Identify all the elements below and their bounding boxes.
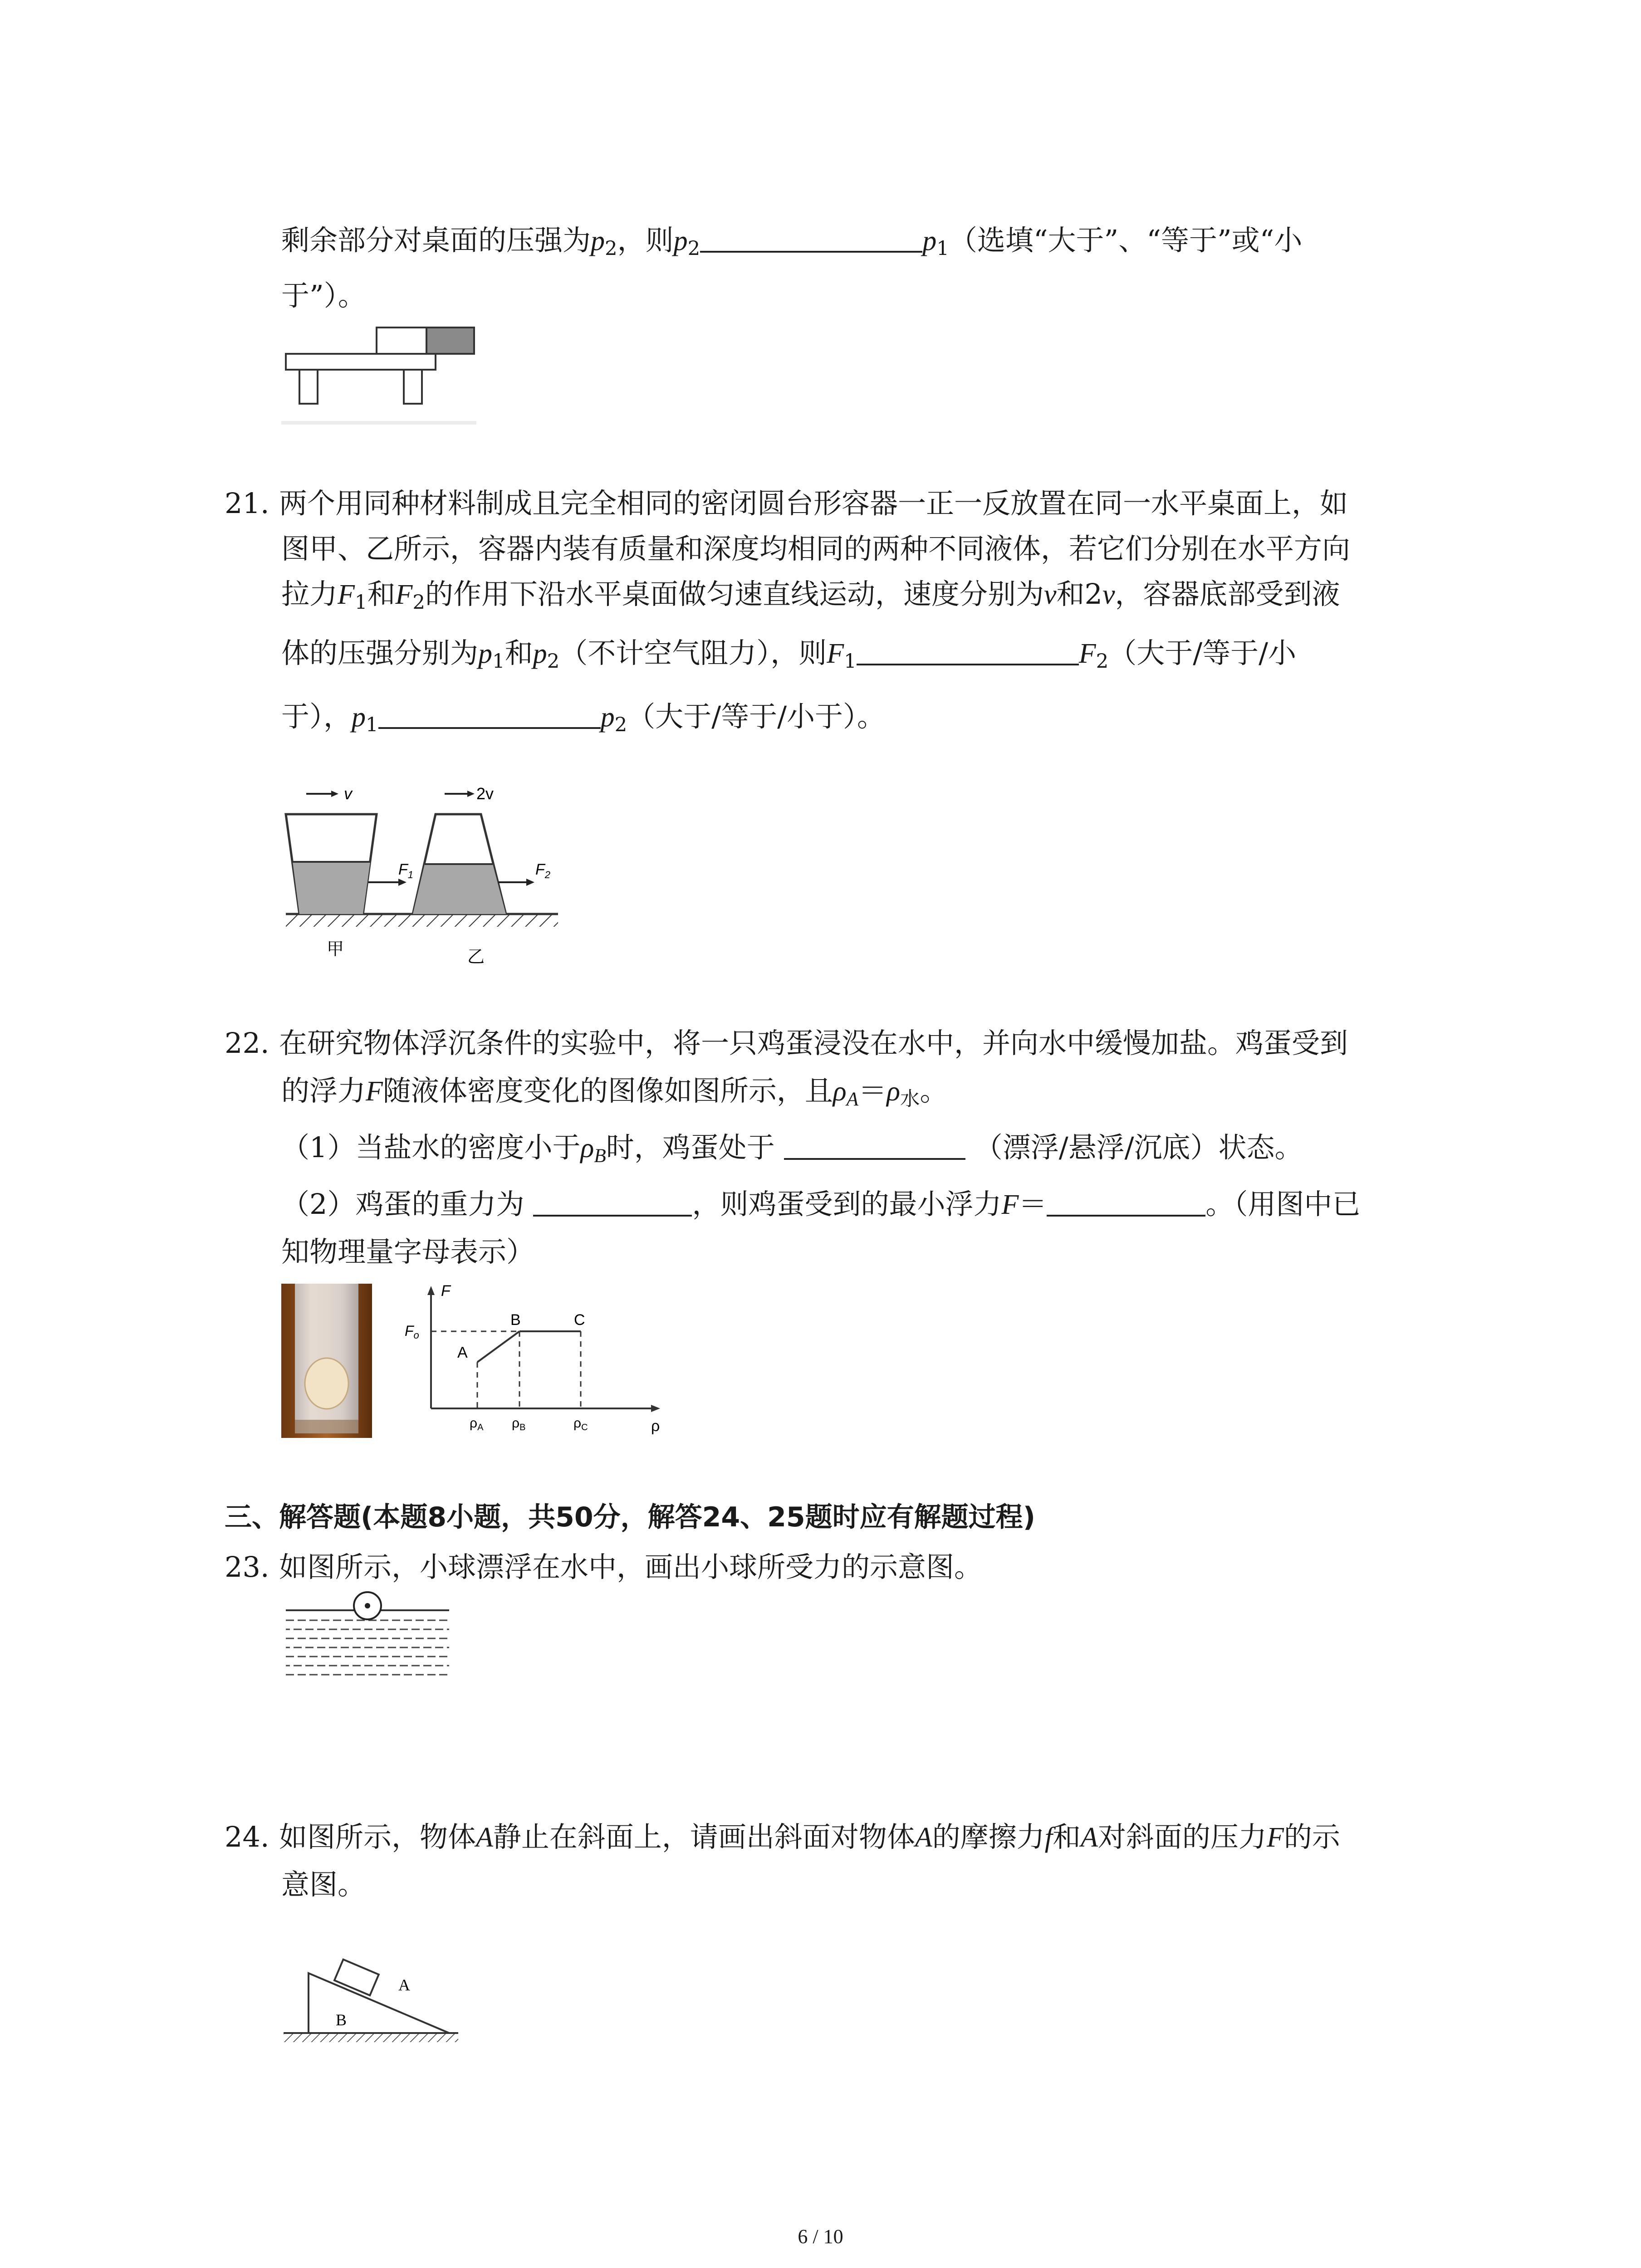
container-yi: [413, 784, 550, 967]
buoyancy-density-graph: [399, 1282, 681, 1440]
container-jia: [286, 784, 413, 959]
q22-sub-2: （2）鸡蛋的重力为 ，则鸡蛋受到的最小浮力F＝ 。（用图中已: [281, 1188, 1361, 1221]
incline-b: [309, 1973, 449, 2033]
answer-blank[interactable]: [378, 700, 601, 729]
q20-table-figure: [279, 322, 488, 431]
q20-line-2: 于”）。: [281, 279, 366, 312]
rho-a-tick: $\rho_A$: [470, 1416, 484, 1432]
point-c-label: C: [574, 1311, 585, 1329]
f1-label: $F_1$: [398, 861, 414, 880]
y-axis-label: F: [441, 1282, 451, 1300]
figure-shadow: [281, 421, 476, 425]
incline-figure: [281, 1955, 463, 2050]
answer-blank[interactable]: [700, 224, 922, 253]
q20-line-1: 剩余部分对桌面的压强为$p_2$，则$p_2$ $p_1$（选填“大于”、“等于”或“小: [281, 224, 1303, 260]
f2-label: $F_2$: [535, 861, 551, 880]
q22-sub-2-cont: 知物理量字母表示）: [281, 1235, 535, 1268]
q21-line-5: 于），$p_1$ $p_2$（大于/等于/小于）。: [281, 700, 886, 736]
answer-blank[interactable]: [1047, 1188, 1205, 1217]
q21-containers-figure: [281, 784, 572, 971]
point-b-label: B: [510, 1311, 521, 1329]
question-number: 21.: [225, 487, 269, 520]
floating-ball-figure: [281, 1592, 454, 1683]
answer-blank[interactable]: [857, 636, 1079, 665]
label-yi: 乙: [467, 948, 485, 967]
v-label: v: [344, 784, 352, 803]
2v-label: 2v: [476, 784, 494, 803]
block-white: [377, 327, 426, 354]
ground-hatch: [286, 914, 558, 927]
label-a: A: [398, 1976, 410, 1994]
answer-blank[interactable]: [533, 1188, 692, 1217]
question-number: 22.: [225, 1026, 269, 1060]
table-leg-right: [404, 370, 422, 404]
label-b: B: [336, 2011, 347, 2029]
table-top: [286, 354, 436, 370]
question-number: 23.: [225, 1550, 269, 1584]
egg: [305, 1358, 348, 1409]
ball-center: [365, 1603, 370, 1608]
q22-line-2: 的浮力F随液体密度变化的图像如图所示，且$\rho_A=\rho_水$。: [281, 1074, 948, 1110]
answer-blank[interactable]: [784, 1131, 965, 1160]
section-heading: 三、解答题(本题8小题，共50分，解答24、25题时应有解题过程): [225, 1501, 1036, 1533]
egg-in-glass-photo: [281, 1284, 372, 1438]
q22-line-1: 22. 在研究物体浮沉条件的实验中，将一只鸡蛋浸没在水中，并向水中缓慢加盐。鸡蛋受到: [225, 1025, 1348, 1061]
x-axis-label: ρ: [651, 1418, 660, 1435]
ground-hatch: [284, 2033, 458, 2042]
q22-sub-1: （1）当盐水的密度小于$\rho_B$时，鸡蛋处于 （漂浮/悬浮/沉底）状态。: [281, 1131, 1303, 1167]
q21-line-1: 21. 两个用同种材料制成且完全相同的密闭圆台形容器一正一反放置在同一水平桌面上，如: [225, 485, 1348, 522]
q24-line-2: 意图。: [281, 1868, 366, 1901]
segment-ab: [477, 1331, 519, 1362]
rho-c-tick: $\rho_C$: [573, 1416, 588, 1432]
q23-line-1: 23. 如图所示，小球漂浮在水中，画出小球所受力的示意图。: [225, 1549, 982, 1585]
point-a-label: A: [457, 1344, 468, 1361]
q21-line-4: 体的压强分别为$p_1$和$p_2$（不计空气阻力），则$F_1$ $F_2$（大于/等于/小: [281, 636, 1297, 673]
block-shaded: [426, 327, 474, 354]
label-jia: 甲: [327, 940, 344, 959]
table-leg-left: [299, 370, 318, 404]
question-number: 24.: [225, 1820, 269, 1853]
q21-line-3: 拉力$F_1$和$F_2$的作用下沿水平桌面做匀速直线运动，速度分别为v和2v，容器底部受到液: [281, 577, 1340, 614]
page-number: 6 / 10: [798, 2225, 843, 2248]
f0-label: Fo: [405, 1323, 419, 1341]
q24-line-1: 24. 如图所示，物体A静止在斜面上，请画出斜面对物体A的摩擦力f和A对斜面的压力F的示: [225, 1819, 1340, 1856]
q21-line-2: 图甲、乙所示，容器内装有质量和深度均相同的两种不同液体，若它们分别在水平方向: [281, 532, 1351, 565]
rho-b-tick: $\rho_B$: [512, 1416, 526, 1432]
